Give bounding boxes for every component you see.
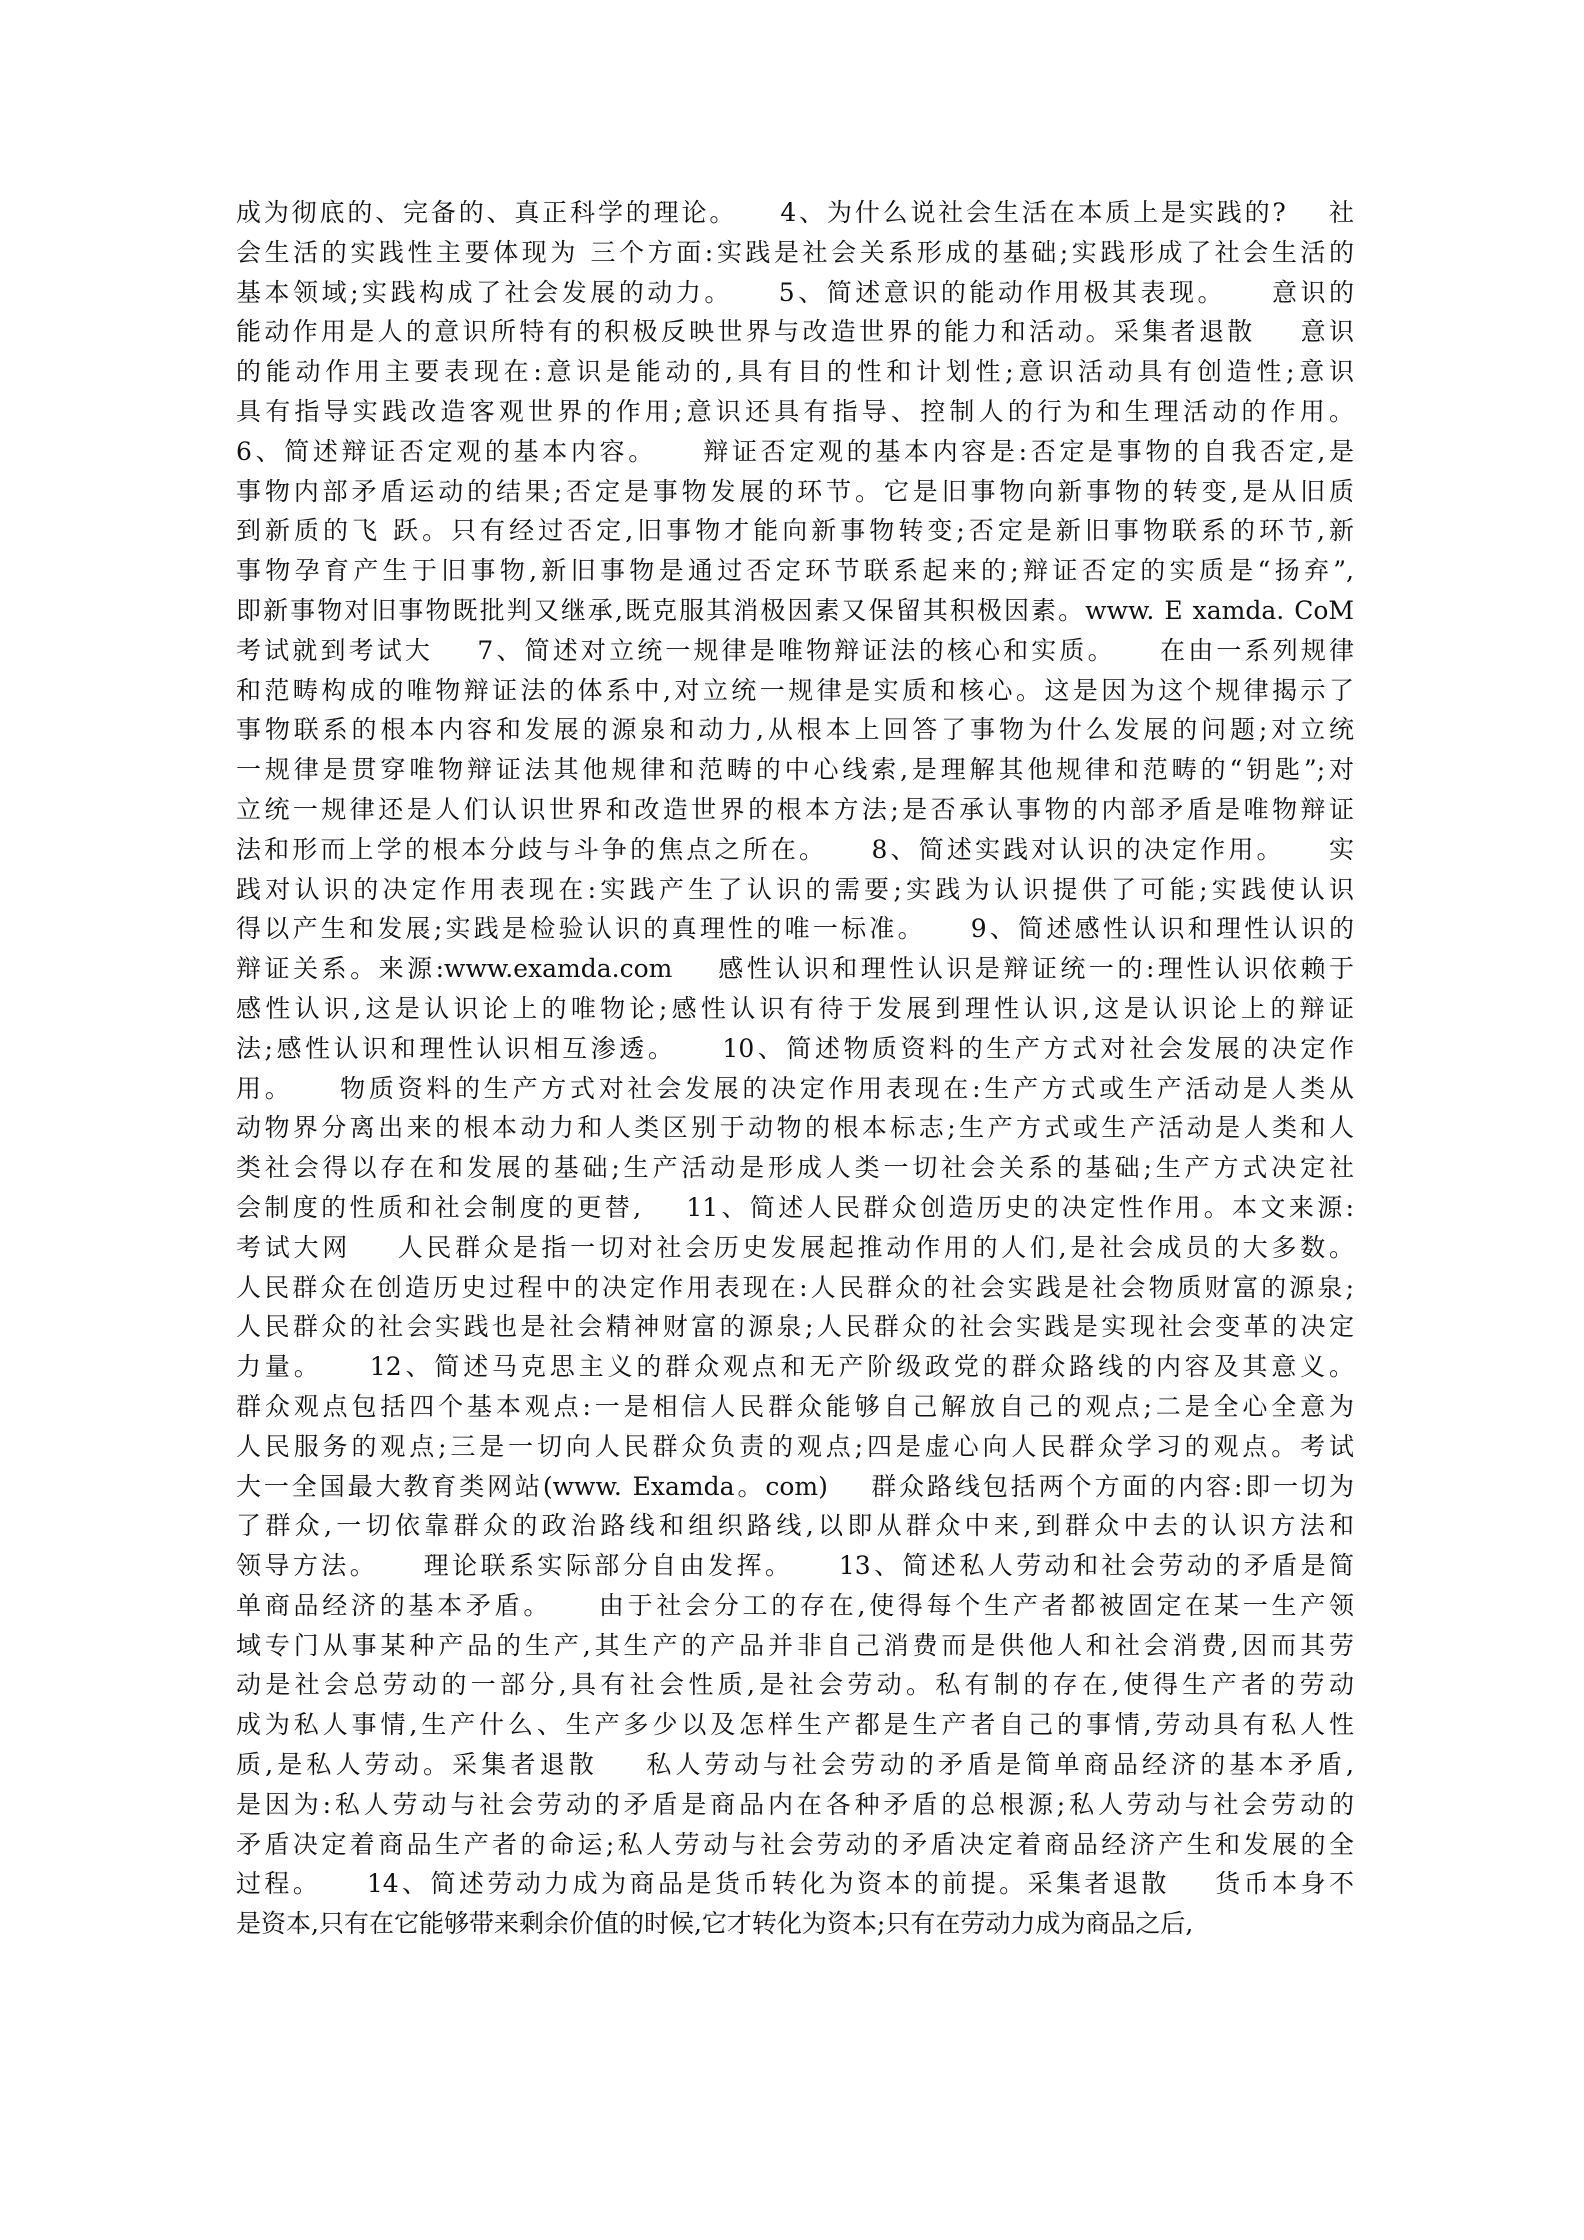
text-line: 域专门从事某种产品的生产,其生产的产品并非自己消费而是供他人和社会消费,因而其劳	[236, 1630, 1354, 1660]
text-line: 的能动作用主要表现在:意识是能动的,具有目的性和计划性;意识活动具有创造性;意识	[236, 357, 1354, 387]
text-line: 事物内部矛盾运动的结果;否定是事物发展的环节。它是旧事物向新事物的转变,是从旧质	[236, 476, 1354, 506]
text-line: 群众观点包括四个基本观点:一是相信人民群众能够自己解放自己的观点;二是全心全意为	[236, 1391, 1354, 1421]
text-line: 一规律是贯穿唯物辩证法其他规律和范畴的中心线索,是理解其他规律和范畴的“钥匙”;对	[236, 755, 1354, 785]
text-line: 考试就到考试大 7、简述对立统一规律是唯物辩证法的核心和实质。 在由一系列规律	[236, 635, 1354, 665]
text-line: 用。 物质资料的生产方式对社会发展的决定作用表现在:生产方式或生产活动是人类从	[236, 1073, 1354, 1103]
text-line: 和范畴构成的唯物辩证法的体系中,对立统一规律是实质和核心。这是因为这个规律揭示了	[236, 675, 1354, 705]
text-line: 单商品经济的基本矛盾。 由于社会分工的存在,使得每个生产者都被固定在某一生产领	[236, 1590, 1354, 1620]
text-line: 法;感性认识和理性认识相互渗透。 10、简述物质资料的生产方式对社会发展的决定作	[236, 1033, 1354, 1063]
text-line: 到新质的飞 跃。只有经过否定,旧事物才能向新事物转变;否定是新旧事物联系的环节,新	[236, 516, 1354, 546]
text-line: 基本领域;实践构成了社会发展的动力。 5、简述意识的能动作用极其表现。 意识的	[236, 277, 1354, 307]
text-line: 动是社会总劳动的一部分,具有社会性质,是社会劳动。私有制的存在,使得生产者的劳动	[236, 1670, 1354, 1700]
text-line: 矛盾决定着商品生产者的命运;私人劳动与社会劳动的矛盾决定着商品经济产生和发展的全	[236, 1829, 1354, 1859]
text-line: 人民服务的观点;三是一切向人民群众负责的观点;四是虚心向人民群众学习的观点。考试	[236, 1431, 1354, 1461]
text-line: 过程。 14、简述劳动力成为商品是货币转化为资本的前提。采集者退散 货币本身不	[236, 1869, 1354, 1899]
text-line: 人民群众在创造历史过程中的决定作用表现在:人民群众的社会实践是社会物质财富的源泉;	[236, 1272, 1354, 1302]
text-line: 了群众,一切依靠群众的政治路线和组织路线,以即从群众中来,到群众中去的认识方法和	[236, 1511, 1354, 1541]
text-line: 6、简述辩证否定观的基本内容。 辩证否定观的基本内容是:否定是事物的自我否定,是	[236, 436, 1354, 466]
text-line: 质,是私人劳动。采集者退散 私人劳动与社会劳动的矛盾是简单商品经济的基本矛盾,	[236, 1750, 1354, 1780]
text-line: 类社会得以存在和发展的基础;生产活动是形成人类一切社会关系的基础;生产方式决定社	[236, 1153, 1354, 1183]
text-line: 是因为:私人劳动与社会劳动的矛盾是商品内在各种矛盾的总根源;私人劳动与社会劳动的	[236, 1789, 1354, 1819]
text-line: 即新事物对旧事物既批判又继承,既克服其消极因素又保留其积极因素。www. E xamda. CoM	[236, 595, 1354, 625]
text-line: 动物界分离出来的根本动力和人类区别于动物的根本标志;生产方式或生产活动是人类和人	[236, 1113, 1354, 1143]
text-line: 践对认识的决定作用表现在:实践产生了认识的需要;实践为认识提供了可能;实践使认识	[236, 874, 1354, 904]
text-line: 事物联系的根本内容和发展的源泉和动力,从根本上回答了事物为什么发展的问题;对立统	[236, 715, 1354, 745]
text-line: 领导方法。 理论联系实际部分自由发挥。 13、简述私人劳动和社会劳动的矛盾是简	[236, 1551, 1354, 1581]
text-line: 会生活的实践性主要体现为 三个方面:实践是社会关系形成的基础;实践形成了社会生活的	[236, 237, 1354, 267]
text-line: 具有指导实践改造客观世界的作用;意识还具有指导、控制人的行为和生理活动的作用。	[236, 396, 1354, 426]
text-line: 事物孕育产生于旧事物,新旧事物是通过否定环节联系起来的;辩证否定的实质是“扬弃”,	[236, 556, 1354, 586]
text-line: 人民群众的社会实践也是社会精神财富的源泉;人民群众的社会实践是实现社会变革的决定	[236, 1312, 1354, 1342]
text-line: 成为彻底的、完备的、真正科学的理论。 4、为什么说社会生活在本质上是实践的? 社	[236, 198, 1354, 227]
text-line: 力量。 12、简述马克思主义的群众观点和无产阶级政党的群众路线的内容及其意义。	[236, 1352, 1354, 1382]
text-line: 成为私人事情,生产什么、生产多少以及怎样生产都是生产者自己的事情,劳动具有私人性	[236, 1710, 1354, 1740]
text-line: 会制度的性质和社会制度的更替, 11、简述人民群众创造历史的决定性作用。本文来源:	[236, 1192, 1354, 1222]
text-line: 感性认识,这是认识论上的唯物论;感性认识有待于发展到理性认识,这是认识论上的辩证	[236, 993, 1354, 1023]
text-line: 得以产生和发展;实践是检验认识的真理性的唯一标准。 9、简述感性认识和理性认识的	[236, 914, 1354, 944]
text-line: 法和形而上学的根本分歧与斗争的焦点之所在。 8、简述实践对认识的决定作用。 实	[236, 834, 1354, 864]
text-line: 辩证关系。来源:www.examda.com 感性认识和理性认识是辩证统一的:理性认识依赖于	[236, 954, 1354, 984]
body-text	[236, 193, 1354, 1944]
text-line: 是资本,只有在它能够带来剩余价值的时候,它才转化为资本;只有在劳动力成为商品之后,	[236, 1909, 1194, 1939]
text-line: 考试大网 人民群众是指一切对社会历史发展起推动作用的人们,是社会成员的大多数。	[236, 1232, 1354, 1262]
text-line: 立统一规律还是人们认识世界和改造世界的根本方法;是否承认事物的内部矛盾是唯物辩证	[236, 794, 1354, 824]
text-line: 能动作用是人的意识所特有的积极反映世界与改造世界的能力和活动。采集者退散 意识	[236, 317, 1354, 347]
text-line: 大一全国最大教育类网站(www. Examda。com) 群众路线包括两个方面的内容:即一切为	[236, 1471, 1354, 1501]
